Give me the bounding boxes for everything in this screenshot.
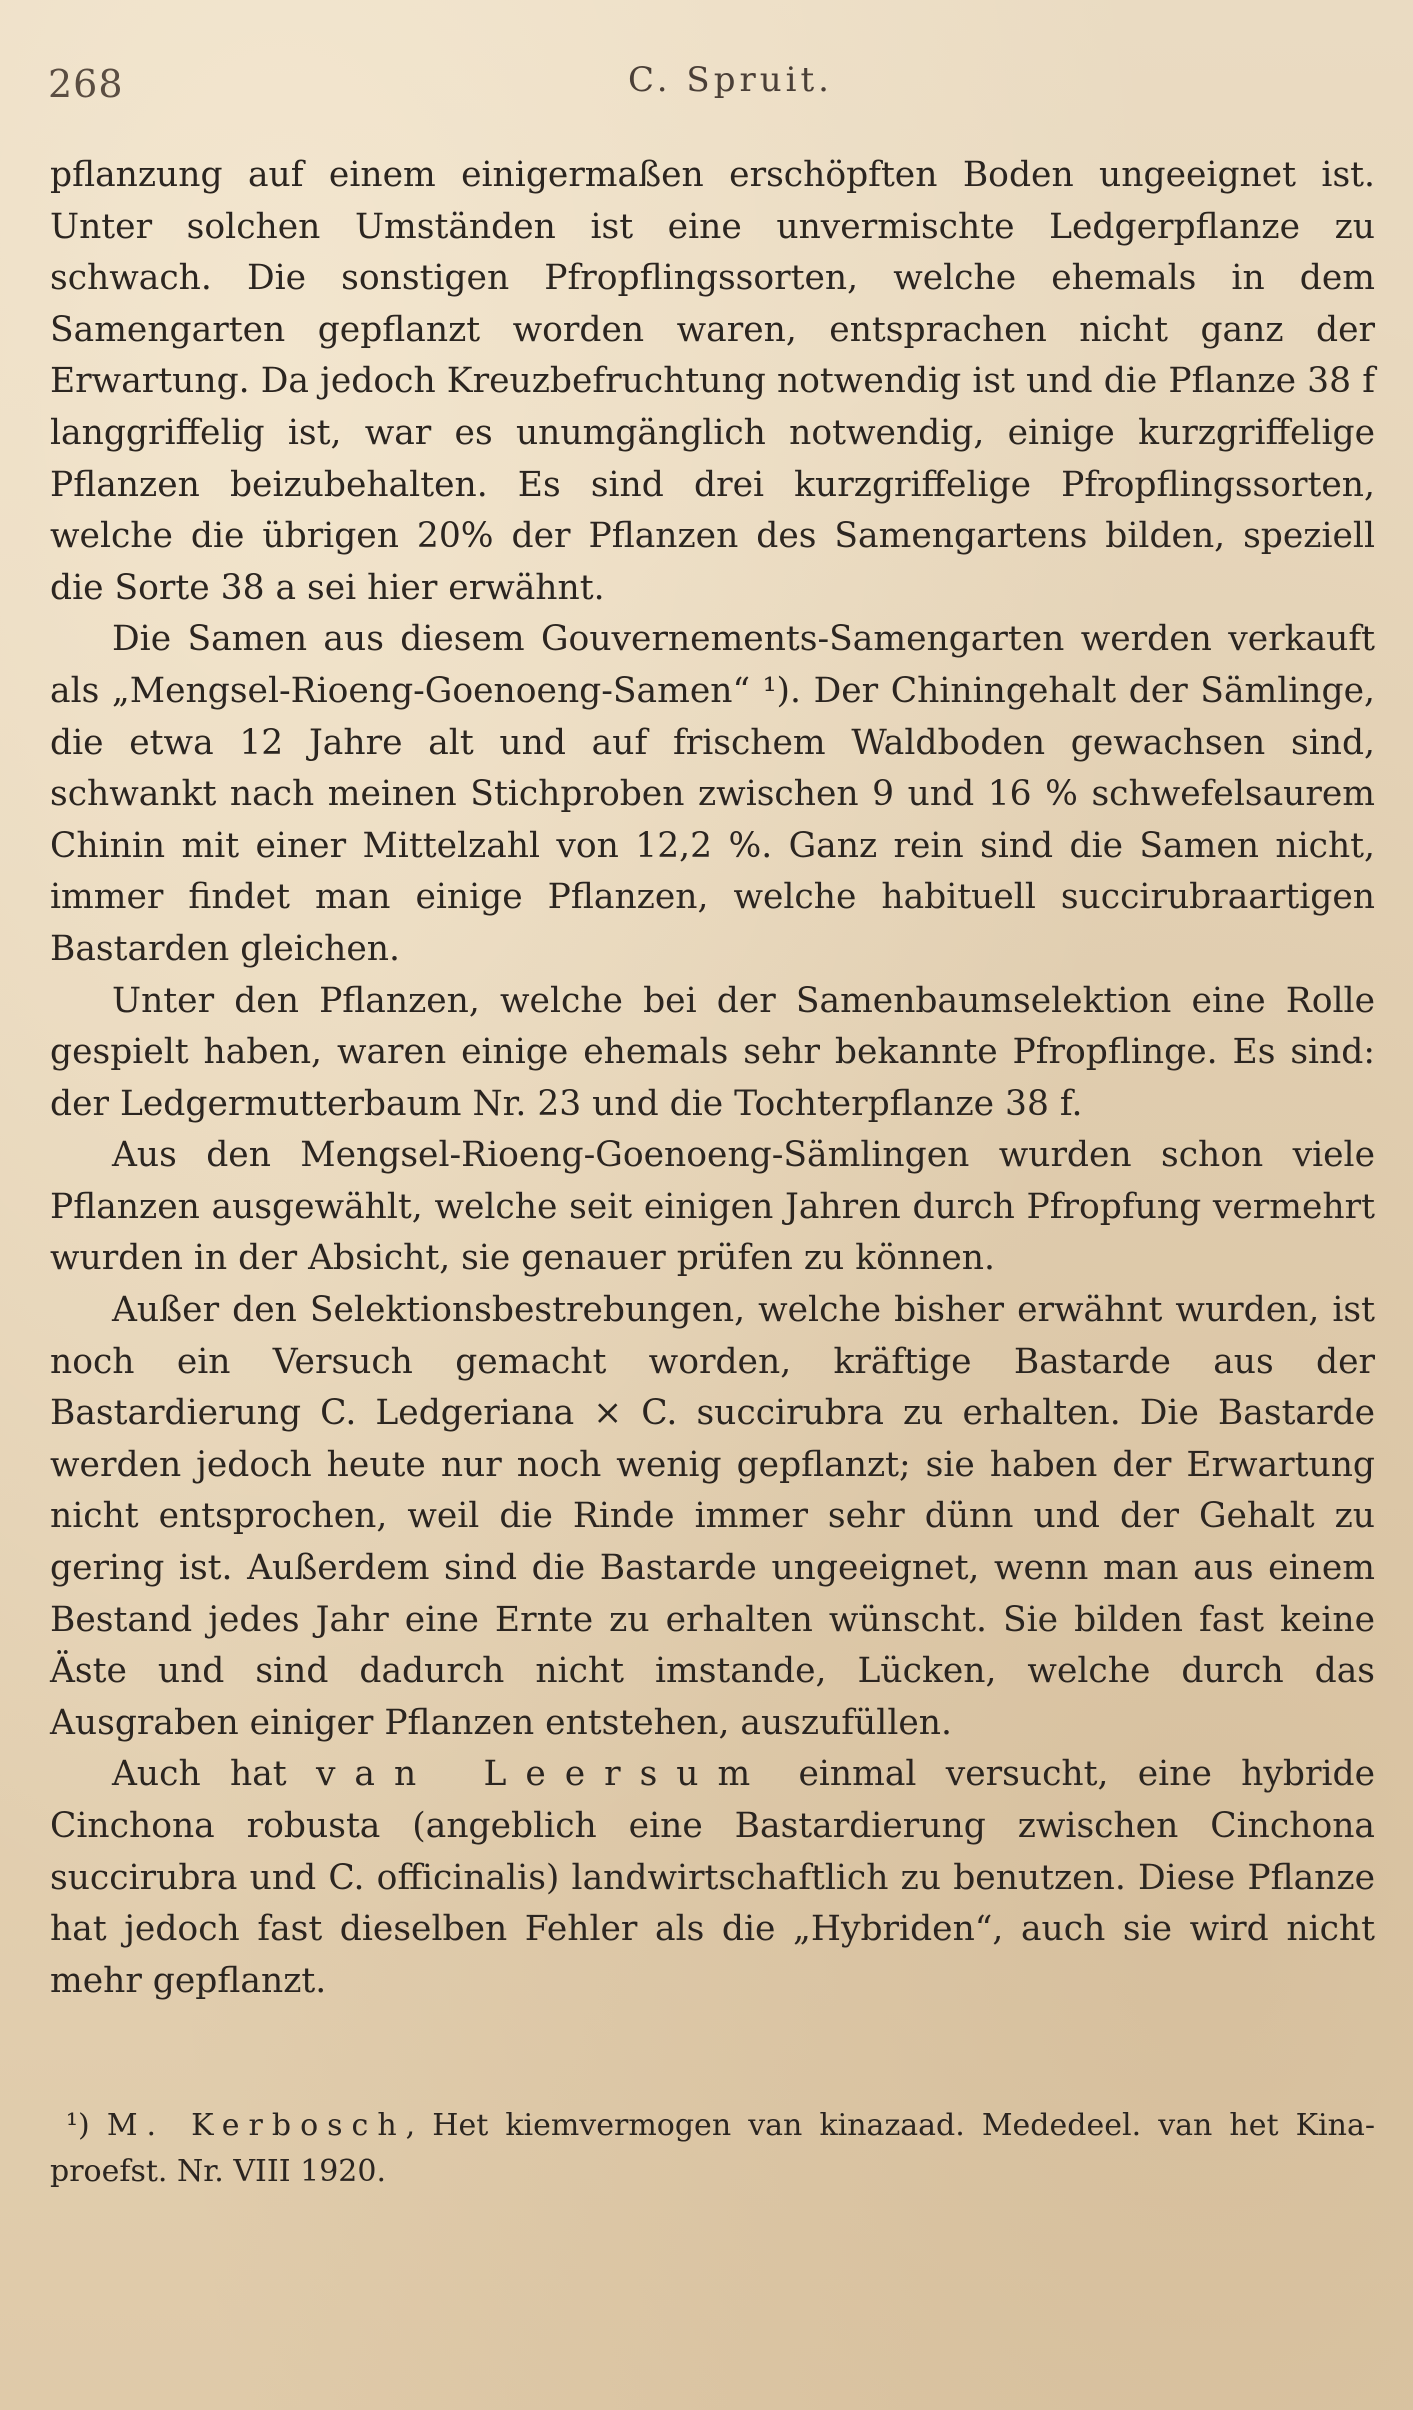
page-number: 268 (48, 62, 124, 106)
footnote-text: , Het kiemvermogen van kinazaad. Mededeel. van het Kina-proefst. Nr. VIII 1920. (50, 2108, 1375, 2189)
footnote-1 (50, 2103, 1375, 2195)
paragraph-2: Die Samen aus diesem Gouvernements-Samengarten werden verkauft als „Mengsel-Rioeng-Goenoeng-Samen“ ¹). Der Chiningehalt der Sämlinge, die etwa 12 Jahre alt und auf frischem Waldboden gewachsen sind, schwankt nach meinen Stichproben zwischen 9 und 16 % schwefelsaurem Chinin mit einer Mittelzahl von 12,2 %. Ganz rein sind die Samen nicht, immer findet man einige Pflanzen, welche habituell succirubraartigen Bastarden gleichen. (50, 619, 1375, 969)
body-text (50, 150, 1375, 2007)
paragraph-6 (50, 1749, 1375, 2007)
author-name-spaced: van Leersum (315, 1754, 770, 1795)
page-header (48, 58, 1378, 118)
paragraph-4: Aus den Mengsel-Rioeng-Goenoeng-Sämlingen wurden schon viele Pflanzen ausgewählt, welche seit einigen Jahren durch Pfropfung vermehrt wurden in der Absicht, sie genauer prüfen zu können. (50, 1135, 1375, 1279)
paragraph-5: Außer den Selektionsbestrebungen, welche bisher erwähnt wurden, ist noch ein Versuch gemacht worden, kräftige Bastarde aus der Bastardierung C. Ledgeriana × C. succirubra zu erhalten. Die Bastarde werden jedoch heute nur noch wenig gepflanzt; sie haben der Erwartung nicht entsprochen, weil die Rinde immer sehr dünn und der Gehalt zu gering ist. Außerdem sind die Bastarde ungeeignet, wenn man aus einem Bestand jedes Jahr eine Ernte zu erhalten wünscht. Sie bilden fast keine Äste und sind dadurch nicht imstande, Lücken, welche durch das Ausgraben einiger Pflanzen entstehen, auszufüllen. (50, 1290, 1375, 1743)
paragraph-6-text-after: einmal versucht, eine hybride Cinchona robusta (angeblich eine Bastardierung zwischen Cinchona succirubra und C. officinalis) landwirtschaftlich zu benutzen. Diese Pflanze hat jedoch fast dieselben Fehler als die „Hybriden“, auch sie wird nicht mehr gepflanzt. (50, 1754, 1375, 2001)
running-head: C. Spruit. (628, 60, 833, 100)
footnote-marker: ¹) (66, 2108, 90, 2143)
paragraph-3: Unter den Pflanzen, welche bei der Samenbaumselektion eine Rolle gespielt haben, waren einige ehemals sehr bekannte Pfropflinge. Es sind: der Ledgermutterbaum Nr. 23 und die Tochterpflanze 38 f. (50, 980, 1375, 1124)
footnote-author: M. Kerbosch (106, 2108, 406, 2143)
paragraph-1: pflanzung auf einem einigermaßen erschöpften Boden ungeeignet ist. Unter solchen Umständen ist eine unvermischte Ledgerpflanze zu schwach. Die sonstigen Pfropflingssorten, welche ehemals in dem Samengarten gepflanzt worden waren, entsprachen nicht ganz der Erwartung. Da jedoch Kreuzbefruchtung notwendig ist und die Pflanze 38 f langgriffelig ist, war es unumgänglich notwendig, einige kurzgriffelige Pflanzen beizubehalten. Es sind drei kurzgriffelige Pfropflingssorten, welche die übrigen 20% der Pflanzen des Samengartens bilden, speziell die Sorte 38 a sei hier erwähnt. (50, 155, 1375, 608)
paragraph-6-text-before: Auch hat (112, 1754, 316, 1795)
footnotes (50, 2103, 1375, 2195)
